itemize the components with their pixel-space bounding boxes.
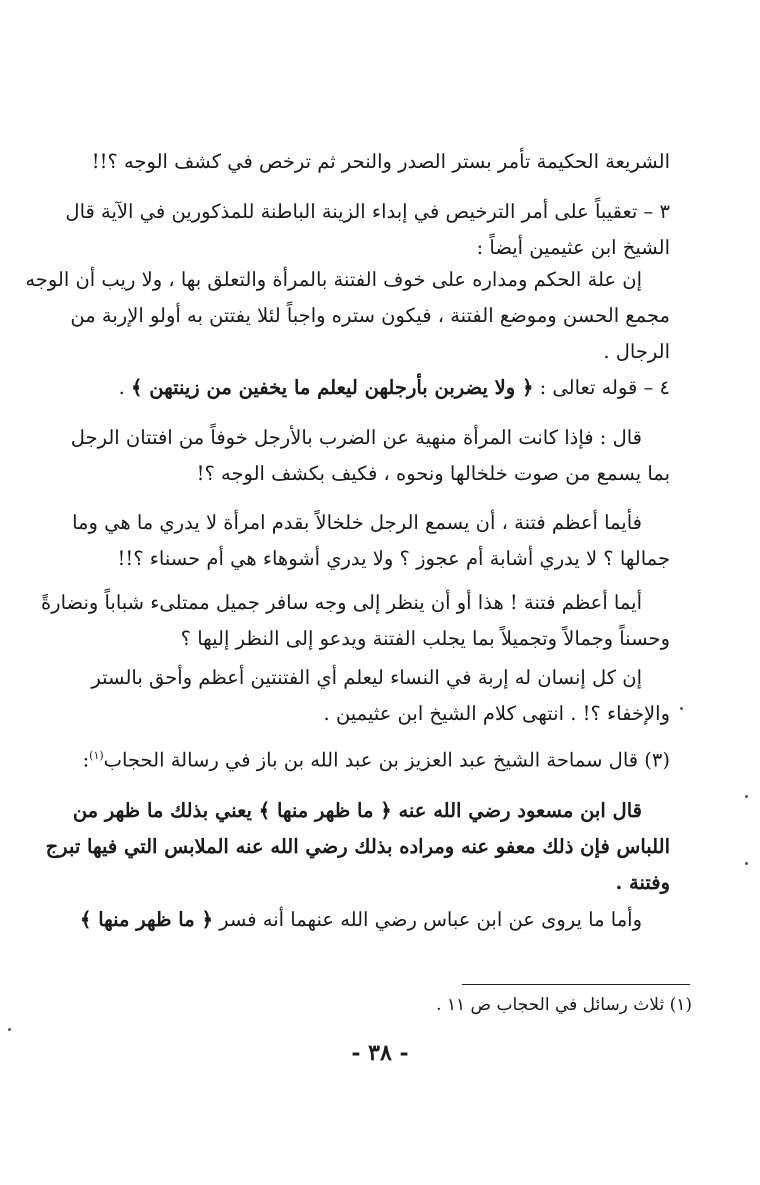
scan-speck <box>745 862 748 865</box>
verse-intro: ٤ – قوله تعالى : <box>533 376 670 399</box>
paragraph-8 <box>85 660 670 732</box>
text-line: بما يسمع من صوت خلخالها ونحوه ، فكيف بكشف الوجه ؟! <box>196 462 670 485</box>
text-segment: وأما ما يروى عن ابن عباس رضي الله عنهما أنه فسر <box>212 908 642 931</box>
paragraph-1 <box>85 144 670 180</box>
footnote-marker: (١) <box>89 749 104 762</box>
page-number: - ٣٨ - <box>351 1040 409 1066</box>
quran-verse: ﴿ ما ظهر منها ﴾ <box>258 799 392 822</box>
footnote-divider <box>462 984 690 985</box>
scan-speck <box>680 707 683 710</box>
text-line: أيما أعظم فتنة ! هذا أو أن ينظر إلى وجه سافر جميل ممتلىء شباباً ونضارةً <box>40 591 642 614</box>
paragraph-11 <box>79 902 670 938</box>
punctuation: . <box>118 376 132 399</box>
text-line: إن كل إنسان له إربة في النساء ليعلم أي الفتنتين أعظم وأحق بالستر <box>91 666 642 689</box>
text-line: وفتنة . <box>615 871 670 894</box>
paragraph-3 <box>25 262 670 370</box>
quran-verse: ﴿ ما ظهر منها ﴾ <box>79 908 213 931</box>
text-line: مجمع الحسن وموضع الفتنة ، فيكون ستره واجباً لئلا يفتتن به أولو الإربة من <box>70 304 670 327</box>
text-line: ٣ – تعقيباً على أمر الترخيص في إبداء الزينة الباطنة للمذكورين في الآية قال <box>65 200 670 223</box>
paragraph-7 <box>40 585 670 657</box>
text-line: الشريعة الحكيمة تأمر بستر الصدر والنحر ثم ترخص في كشف الوجه ؟!! <box>91 150 670 173</box>
text-line: الرجال . <box>603 340 670 363</box>
punctuation: : <box>82 748 90 772</box>
scan-speck <box>745 795 748 798</box>
paragraph-4 <box>85 370 670 406</box>
paragraph-2 <box>65 194 670 266</box>
paragraph-10 <box>45 793 670 901</box>
attribution-text: (٣) قال سماحة الشيخ عبد العزيز بن عبد الله بن باز في رسالة الحجاب <box>103 748 670 772</box>
footnote: (١) ثلاث رسائل في الحجاب ص ١١ . <box>436 995 692 1015</box>
text-line: قال : فإذا كانت المرأة منهية عن الضرب بالأرجل خوفاً من افتتان الرجل <box>70 426 642 449</box>
text-line: جمالها ؟ لا يدري أشابة أم عجوز ؟ ولا يدري أشوهاء هي أم حسناء ؟!! <box>117 547 670 570</box>
text-line <box>79 902 670 938</box>
text-line <box>72 793 670 829</box>
paragraph-6 <box>72 505 670 577</box>
text-line: الشيخ ابن عثيمين أيضاً : <box>476 236 670 259</box>
quran-verse: ﴿ ولا يضربن بأرجلهن ليعلم ما يخفين من زينتهن ﴾ <box>131 376 534 399</box>
text-line: وحسناً وجمالاً وتجميلاً بما يجلب الفتنة ويدعو إلى النظر إليها ؟ <box>180 627 670 650</box>
text-line <box>85 370 670 406</box>
text-segment: يعني بذلك ما ظهر من <box>72 799 259 822</box>
paragraph-9 <box>82 738 670 779</box>
paragraph-5 <box>70 420 670 492</box>
text-segment: قال ابن مسعود رضي الله عنه <box>391 799 642 822</box>
text-line <box>82 738 670 779</box>
text-line: إن علة الحكم ومداره على خوف الفتنة بالمرأة والتعلق بها ، ولا ريب أن الوجه <box>25 268 642 291</box>
text-line: اللباس فإن ذلك معفو عنه ومراده بذلك رضي الله عنه الملابس التي فيها تبرج <box>45 835 670 858</box>
text-line: والإخفاء ؟! . انتهى كلام الشيخ ابن عثيمين . <box>323 702 670 725</box>
text-line: فأيما أعظم فتنة ، أن يسمع الرجل خلخالاً بقدم امرأة لا يدري ما هي وما <box>72 511 642 534</box>
scan-speck <box>8 1028 11 1031</box>
